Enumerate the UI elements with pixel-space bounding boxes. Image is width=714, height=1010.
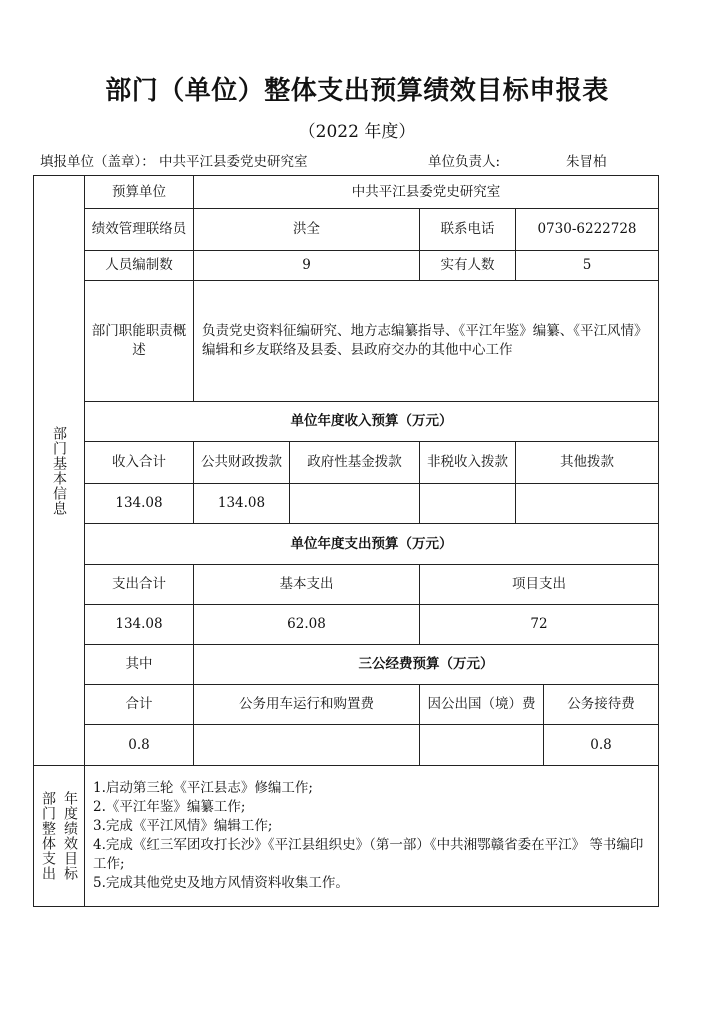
filing-unit-label: 填报单位（盖章）： (40, 154, 155, 170)
basic-info-side-label (34, 176, 85, 766)
contact-label: 绩效管理联络员 (85, 209, 194, 251)
sangong-header: 合计 (85, 685, 194, 725)
goals-side-label-a: 部门整体支出 (40, 791, 56, 881)
unit-head-value: 朱冒柏 (566, 154, 607, 170)
goal-item: 1.启动第三轮《平江县志》修编工作; (93, 780, 313, 796)
expense-section-title: 单位年度支出预算（万元） (85, 524, 659, 565)
expense-value: 62.08 (194, 605, 420, 645)
goals-side-label (34, 766, 85, 907)
contact-value: 洪全 (194, 209, 420, 251)
sangong-header: 公务接待费 (544, 685, 659, 725)
actual-label: 实有人数 (420, 251, 516, 281)
expense-header: 支出合计 (85, 565, 194, 605)
unit-head-label: 单位负责人: (428, 154, 501, 170)
filing-unit-value: 中共平江县委党史研究室 (159, 154, 308, 170)
sangong-header: 因公出国（境）费 (420, 685, 544, 725)
income-header: 政府性基金拨款 (290, 442, 420, 484)
sangong-value (420, 725, 544, 766)
income-header: 其他拨款 (516, 442, 659, 484)
sangong-section-title: 三公经费预算（万元） (194, 645, 659, 685)
income-header: 收入合计 (85, 442, 194, 484)
income-value (516, 484, 659, 524)
goals-list (85, 766, 659, 907)
of-which-label: 其中 (85, 645, 194, 685)
sangong-value (194, 725, 420, 766)
expense-value: 72 (420, 605, 659, 645)
phone-label: 联系电话 (420, 209, 516, 251)
sangong-value: 0.8 (85, 725, 194, 766)
budget-table (33, 175, 659, 766)
income-header: 非税收入拨款 (420, 442, 516, 484)
filing-unit (40, 150, 308, 170)
phone-value: 0730-6222728 (516, 209, 659, 251)
income-value (290, 484, 420, 524)
page-title: 部门（单位）整体支出预算绩效目标申报表 (105, 76, 609, 106)
sangong-header: 公务用车运行和购置费 (194, 685, 420, 725)
staff-value: 9 (194, 251, 420, 281)
income-value: 134.08 (85, 484, 194, 524)
basic-info-label: 部门基本信息 (51, 425, 67, 516)
expense-header: 项目支出 (420, 565, 659, 605)
duty-value: 负责党史资料征编研究、地方志编纂指导、《平江年鉴》编纂、《平江风情》编辑和乡友联络及县委、县政府交办的其他中心工作 (194, 281, 659, 402)
duty-label: 部门职能职责概述 (85, 281, 194, 402)
income-header: 公共财政拨款 (194, 442, 290, 484)
income-value (420, 484, 516, 524)
goal-item: 4.完成《红三军团攻打长沙》《平江县组织史》（第一部）《中共湘鄂赣省委在平江》 等书编印工作; (93, 837, 644, 872)
income-section-title: 单位年度收入预算（万元） (85, 402, 659, 442)
budget-unit-value: 中共平江县委党史研究室 (194, 176, 659, 209)
staff-label: 人员编制数 (85, 251, 194, 281)
goals-table (33, 765, 659, 907)
expense-header: 基本支出 (194, 565, 420, 605)
income-value: 134.08 (194, 484, 290, 524)
goal-item: 3.完成《平江风情》编辑工作; (93, 818, 273, 834)
expense-value: 134.08 (85, 605, 194, 645)
year-label: （2022 年度） (298, 122, 416, 142)
goal-item: 5.完成其他党史及地方风情资料收集工作。 (93, 875, 349, 891)
actual-value: 5 (516, 251, 659, 281)
sangong-value: 0.8 (544, 725, 659, 766)
budget-unit-label: 预算单位 (85, 176, 194, 209)
goal-item: 2.《平江年鉴》编纂工作; (93, 799, 246, 815)
goals-side-label-b: 年度绩效目标 (62, 791, 78, 881)
